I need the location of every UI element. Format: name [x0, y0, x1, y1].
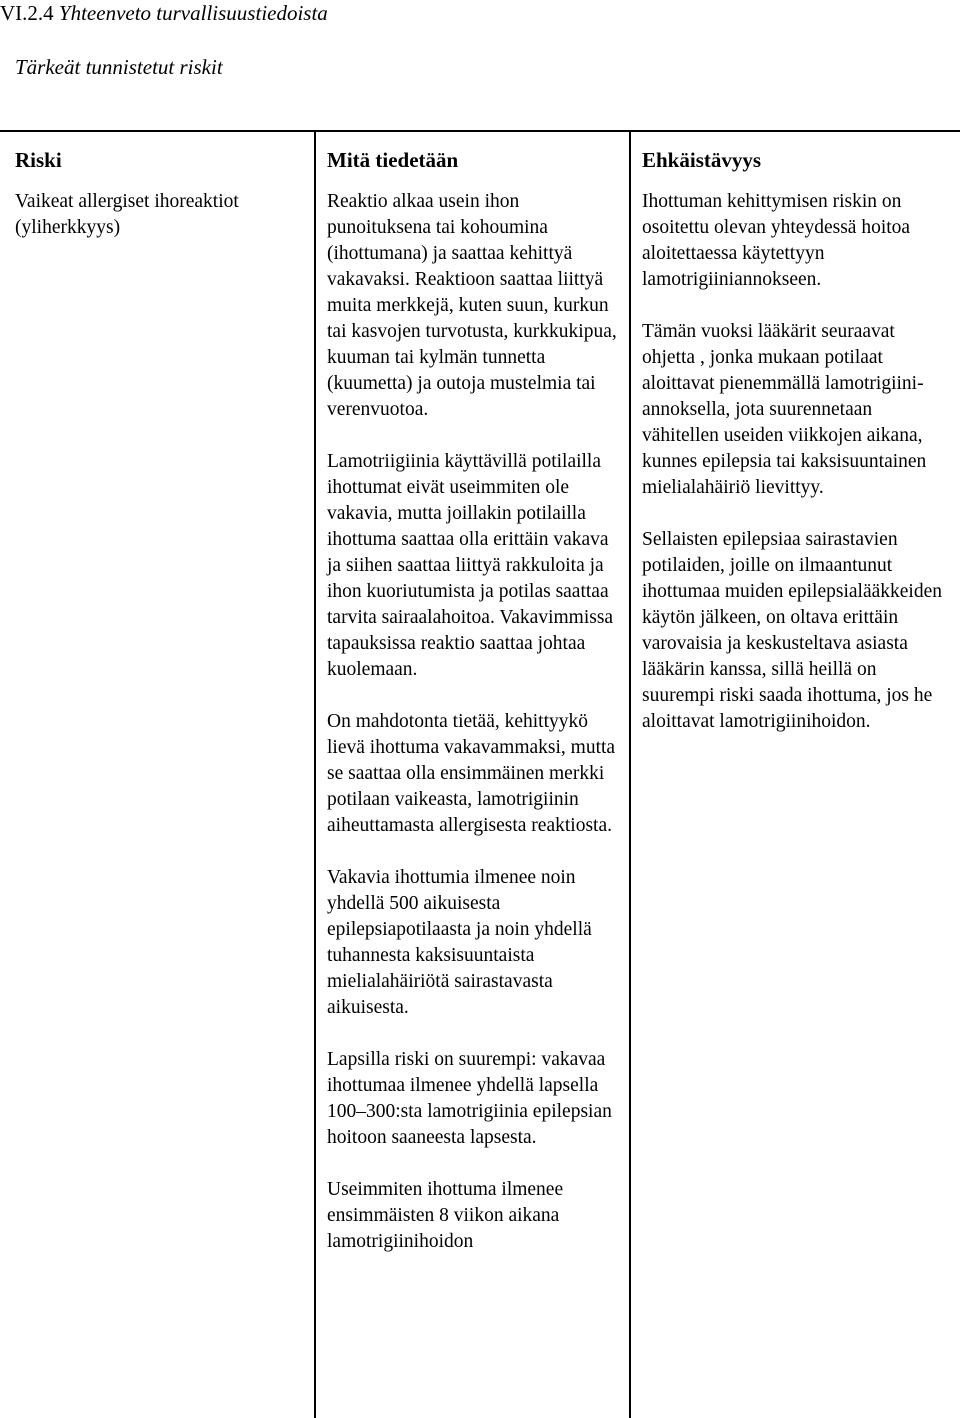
- section-number: VI.2.4: [0, 1, 54, 25]
- known-cell: [327, 189, 623, 1255]
- known-paragraph: Vakavia ihottumia ilmenee noin yhdellä 500 aikuisesta epilepsiapotilaasta ja noin yhdellä tuhannesta kaksisuuntaista mielialahäiriötä sairastavasta aikuisesta.: [327, 867, 592, 1018]
- subheading: Tärkeät tunnistetut riskit: [15, 55, 223, 79]
- known-paragraph: Lamotriigiinia käyttävillä potilailla ihottumat eivät useimmiten ole vakavia, mutta joillakin potilailla ihottuma saattaa olla erittäin vakava ja siihen saattaa liittyä rakkuloita ja ihon kuoriutumista ja potilas saattaa tarvita sairaalahoitoa. Vakavimmissa tapauksissa reaktio saattaa johtaa kuolemaan.: [327, 451, 614, 680]
- column-divider: [629, 132, 631, 1418]
- risk-name: Vaikeat allergiset ihoreaktiot (yliherkkyys): [15, 191, 239, 238]
- header-risk: Riski: [15, 148, 62, 172]
- header-prevention: Ehkäistävyys: [642, 148, 762, 172]
- known-paragraph: Reaktio alkaa usein ihon punoituksena tai kohoumina (ihottumana) ja saattaa kehittyä vakavaksi. Reaktioon saattaa liittyä muita merkkejä, kuten suun, kurkun tai kasvojen turvotusta, kurkkukipua, kuuman tai kylmän tunnetta (kuumetta) ja outoja mustelmia tai verenvuotoa.: [327, 191, 617, 420]
- section-title: Yhteenveto turvallisuustiedoista: [58, 1, 328, 25]
- known-paragraph: On mahdotonta tietää, kehittyykö lievä ihottuma vakavammaksi, mutta se saattaa olla ensimmäinen merkki potilaan vaikeasta, lamotrigiinin aiheuttamasta allergisesta reaktiosta.: [327, 711, 616, 836]
- prevention-paragraph: Ihottuman kehittymisen riskin on osoitettu olevan yhteydessä hoitoa aloitettaessa käytettyyn lamotrigiiniannokseen.: [642, 191, 911, 290]
- risk-cell: [15, 189, 305, 241]
- section-heading: [0, 0, 328, 26]
- prevention-paragraph: Sellaisten epilepsiaa sairastavien potilaiden, joille on ilmaantunut ihottumaa muiden epilepsialääkkeiden käytön jälkeen, on oltava erittäin varovaisia ja keskusteltava asiasta lääkärin kanssa, sillä heillä on suurempi riski saada ihottuma, jos he aloittavat lamotrigiinihoidon.: [642, 529, 942, 732]
- prevention-paragraph: Tämän vuoksi lääkärit seuraavat ohjetta , jonka mukaan potilaat aloittavat pienemmällä lamotrigiini-annoksella, jota suurennetaan vähitellen useiden viikkojen aikana, kunnes epilepsia tai kaksisuuntainen mielialahäiriö lievittyy.: [642, 321, 927, 498]
- known-paragraph: Useimmiten ihottuma ilmenee ensimmäisten 8 viikon aikana lamotrigiinihoidon: [327, 1179, 564, 1252]
- prevention-cell: [642, 189, 952, 735]
- header-known: Mitä tiedetään: [327, 148, 459, 172]
- column-divider: [314, 132, 316, 1418]
- risk-table: [0, 130, 960, 1418]
- known-paragraph: Lapsilla riski on suurempi: vakavaa ihottumaa ilmenee yhdellä lapsella 100–300:sta lamotrigiinia epilepsian hoitoon saaneesta lapsesta.: [327, 1049, 612, 1148]
